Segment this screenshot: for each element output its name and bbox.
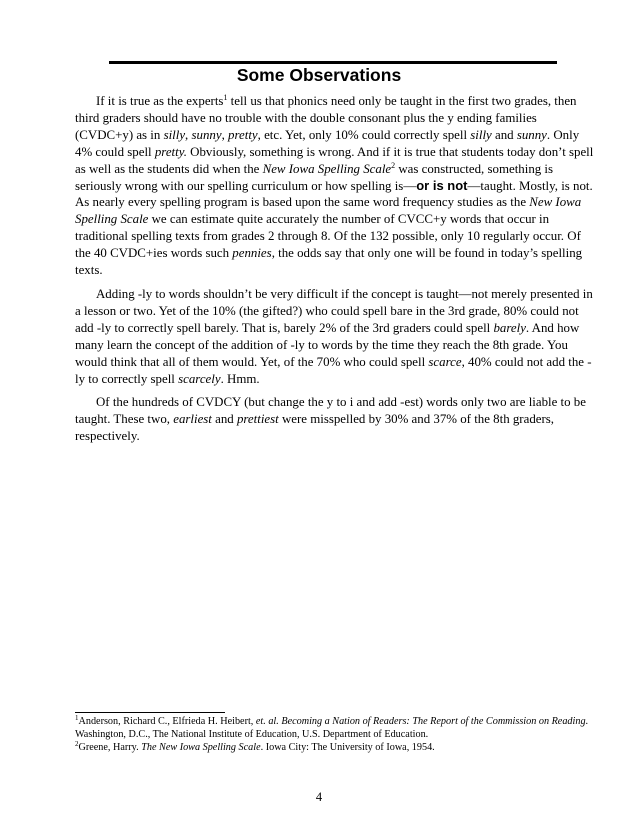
italic-text: New Iowa Spelling Scale (75, 195, 582, 227)
italic-text: New Iowa Spelling Scale (262, 161, 392, 176)
italic-text: pretty. (154, 144, 187, 159)
paragraph-3: Of the hundreds of CVDCY (but change the y to i and add -est) words only two are liable to be taught. These two, earliest and prettiest were misspelled by 30% and 37% of the 8th graders, respectively. (75, 395, 586, 444)
italic-text: silly (470, 127, 492, 142)
footnote-ref: 2 (391, 160, 396, 170)
emphasis-text: or is not (416, 177, 468, 193)
italic-text: barely (493, 320, 526, 335)
italic-text: Becoming a Nation of Readers: The Report of the Commission on Reading (281, 716, 586, 727)
footnote-2: $^2$Greene, Harry. The New Iowa Spelling Scale. Iowa City: The University of Iowa, 1954. (75, 740, 435, 754)
italic-text: scarce (428, 354, 462, 369)
italic-text: The New Iowa Spelling Scale (141, 742, 261, 754)
footnote-rule (75, 712, 225, 713)
italic-text: scarcely (178, 371, 221, 386)
paragraph-1: If it is true as the experts$^1$ tell us that phonics need only be taught in the first two grades, then third graders should have no trouble with the double consonant plus the y ending families (CVDC+y) as in silly, sunny, pretty, etc. Yet, only 10% could correctly spell silly and sunny. Only 4% could spell pretty. Obviously, something is wrong. And if it is true that students today don’t spell as well as the students did when the New Iowa Spelling Scale$^2$ was constructed, something is seriously wrong with our spelling curriculum or how spelling is—or is not—taught. Mostly, is not. As nearly every spelling program is based upon the same word frequency studies as the New Iowa Spelling Scale we can estimate quite accurately the number of CVCC+y words that occur in traditional spelling texts from grades 2 through 8. Of the 132 possible, only 10 regularly occur. Of the 40 CVDC+ies words such pennies, the odds say that only one will be found in today’s spelling texts. (75, 93, 594, 278)
italic-text: pennies (232, 246, 272, 261)
footnote-ref: 1 (75, 714, 79, 722)
page-title: Some Observations (236, 65, 402, 85)
footnote-1: $^1$Anderson, Richard C., Elfrieda H. Heibert, et. al. Becoming a Nation of Readers: The Report of the Commission on Reading. Washington, D.C., The National Institute of Education, U.S. Department of Education. (75, 714, 589, 741)
italic-text: prettiest (236, 412, 279, 427)
page-number: 4 (315, 790, 323, 804)
italic-text: sunny (516, 127, 547, 142)
italic-text: et. al. (255, 716, 279, 727)
footnote-ref: 1 (223, 93, 228, 102)
paragraph-2: Adding -ly to words shouldn’t be very difficult if the concept is taught—not merely presented in a lesson or two. Yet of the 10% (the gifted?) who could spell bare in the 3rd grade, 80% could not add -ly to correctly spell barely. That is, barely 2% of the 3rd graders could spell barely. And how many learn the concept of the addition of -ly to words by the time they reach the 8th grade. You would think that all of them would. Yet, of the 70% who could spell scarce, 40% could not add the -ly to correctly spell scarcely. Hmm. (75, 286, 593, 386)
body-text (75, 93, 595, 452)
italic-text: earliest (173, 412, 212, 427)
italic-text: silly (163, 127, 186, 142)
footnotes (75, 715, 595, 755)
footnote-ref: 2 (75, 740, 79, 749)
italic-text: pretty (228, 127, 258, 142)
italic-text: sunny (191, 127, 222, 142)
